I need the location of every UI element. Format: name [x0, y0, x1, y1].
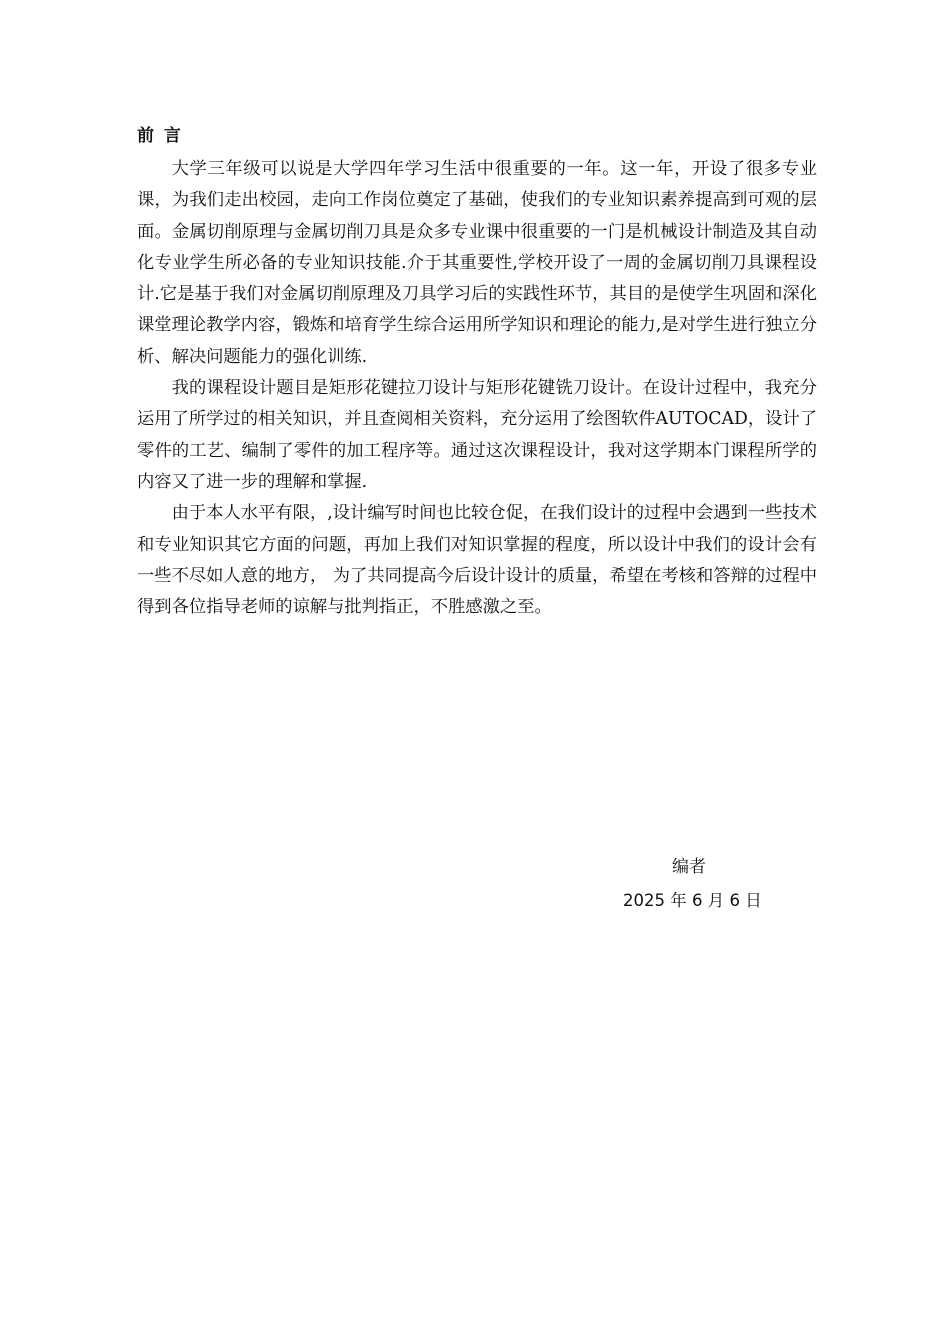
signature-date: 2025 年 6 月 6 日	[623, 891, 762, 910]
paragraph-1: 大学三年级可以说是大学四年学习生活中很重要的一年。这一年，开设了很多专业课，为我们走出校园，走向工作岗位奠定了基础，使我们的专业知识素养提高到可观的层面。金属切削原理与金属切削刀具是众多专业课中很重要的一门是机械设计制造及其自动化专业学生所必备的专业知识技能.介于其重要性,学校开设了一周的金属切削刀具课程设计.它是基于我们对金属切削原理及刀具学习后的实践性环节，其目的是使学生巩固和深化课堂理论教学内容，锻炼和培育学生综合运用所学知识和理论的能力,是对学生进行独立分析、解决问题能力的强化训练.	[137, 159, 817, 367]
preface-heading: 前 言	[137, 126, 183, 146]
paragraph-2: 我的课程设计题目是矩形花键拉刀设计与矩形花键铣刀设计。在设计过程中，我充分运用了所学过的相关知识，并且查阅相关资料，充分运用了绘图软件AUTOCAD，设计了零件的工艺、编制了零件的加工程序等。通过这次课程设计，我对这学期本门课程所学的内容又了进一步的理解和掌握.	[137, 378, 817, 492]
paragraph-3: 由于本人水平有限，,设计编写时间也比较仓促，在我们设计的过程中会遇到一些技术和专业知识其它方面的问题，再加上我们对知识掌握的程度，所以设计中我们的设计会有一些不尽如人意的地方， 为了共同提高今后设计设计的质量，希望在考核和答辩的过程中得到各位指导老师的谅解与批判指正，不胜感激之至。	[137, 503, 817, 618]
signature-block	[600, 852, 790, 916]
preface-body	[137, 154, 817, 623]
signature-author: 编者	[672, 857, 706, 877]
